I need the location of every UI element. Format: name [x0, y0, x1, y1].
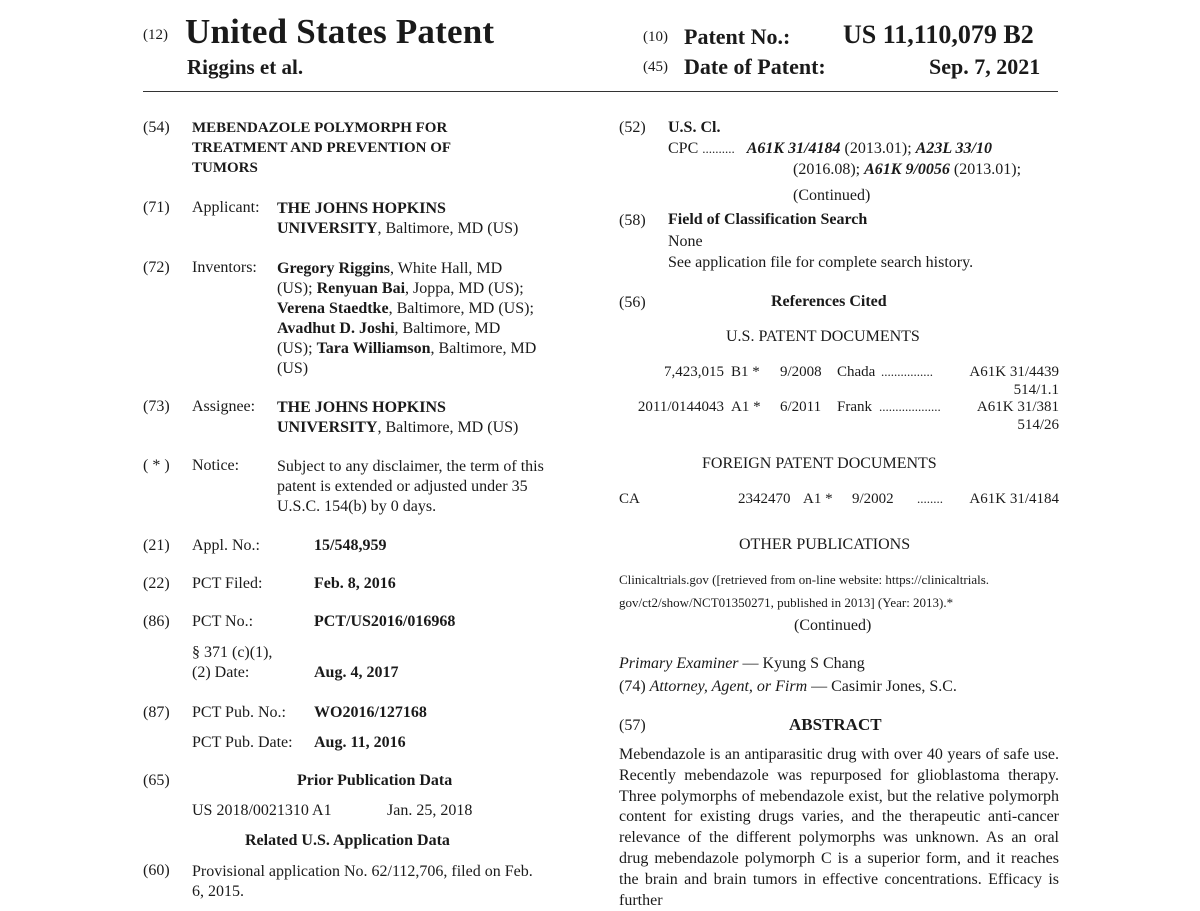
code-71: (71)	[143, 199, 170, 216]
cpc-date: (2013.01);	[840, 140, 916, 157]
code-21: (21)	[143, 537, 170, 554]
notice-line: Subject to any disclaimer, the term of this	[277, 458, 544, 475]
related-app-heading: Related U.S. Application Data	[245, 832, 450, 849]
doc-name: Frank	[837, 399, 872, 415]
pct-pub-date-value: Aug. 11, 2016	[314, 734, 406, 751]
inventor-location: , Baltimore, MD	[430, 340, 537, 357]
cpc-class: A61K 9/0056	[864, 161, 950, 178]
code-60: (60)	[143, 862, 170, 879]
provisional-app	[192, 862, 533, 902]
foreign-kind: A1 *	[803, 491, 833, 507]
pct-pub-no-label: PCT Pub. No.:	[192, 704, 286, 721]
code-58: (58)	[619, 212, 646, 229]
prior-pub-date: Jan. 25, 2018	[387, 802, 473, 819]
inventor-name: Renyuan Bai	[316, 280, 406, 297]
patent-no-label: Patent No.:	[684, 24, 791, 49]
inventors-label: Inventors:	[192, 259, 257, 276]
code-74: (74)	[619, 678, 646, 695]
notice-line: patent is extended or adjusted under 35	[277, 478, 528, 495]
assignee-name: THE JOHNS HOPKINS	[277, 399, 446, 416]
inventors-value	[277, 259, 536, 379]
patent-number: US 11,110,079 B2	[843, 20, 1034, 49]
inventor-name: Gregory Riggins	[277, 260, 391, 277]
leader-dots: ..........	[702, 141, 735, 156]
title-line: TREATMENT AND PREVENTION OF	[192, 140, 452, 156]
primary-examiner	[619, 655, 865, 673]
patent-date: Sep. 7, 2021	[929, 54, 1041, 79]
provisional-line: 6, 2015.	[192, 883, 244, 900]
section-371-date-label: (2) Date:	[192, 664, 250, 681]
foreign-country: CA	[619, 491, 640, 507]
section-371-date-value: Aug. 4, 2017	[314, 664, 399, 681]
inventor-location: (US);	[277, 340, 317, 357]
code-87: (87)	[143, 704, 170, 721]
cpc-line-1	[668, 140, 992, 158]
provisional-line: Provisional application No. 62/112,706, filed on Feb.	[192, 863, 533, 880]
code-73: (73)	[143, 398, 170, 415]
attorney-label: Attorney, Agent, or Firm	[649, 678, 808, 695]
inventor-location: , Baltimore, MD (US);	[388, 300, 534, 317]
doc-kind: B1 *	[731, 364, 760, 380]
code-12: (12)	[143, 27, 168, 43]
us-cl-label: U.S. Cl.	[668, 119, 721, 136]
code-45: (45)	[643, 59, 668, 75]
applicant-location: , Baltimore, MD (US)	[377, 220, 519, 237]
foreign-number: 2342470	[738, 491, 791, 507]
inventor-line: Riggins et al.	[187, 55, 304, 79]
code-22: (22)	[143, 575, 170, 592]
cpc-date: (2013.01);	[949, 161, 1022, 178]
cpc-continued: (Continued)	[793, 187, 871, 204]
code-notice: ( * )	[143, 457, 170, 474]
title-line: TUMORS	[192, 160, 258, 176]
invention-title	[192, 118, 451, 178]
document-title: United States Patent	[185, 12, 495, 51]
code-10: (10)	[643, 29, 668, 45]
doc-subclass: 514/26	[1017, 417, 1059, 433]
doc-number: 7,423,015	[664, 364, 724, 380]
title-line: MEBENDAZOLE POLYMORPH FOR	[192, 120, 448, 136]
code-86: (86)	[143, 613, 170, 630]
doc-date: 6/2011	[780, 399, 822, 415]
abstract-text: Mebendazole is an antiparasitic drug with over 40 years of safe use. Recently mebendazole was repurposed for glioblastoma therapy. Three polymorphs of mebendazole exist, but the relative polymorph content for existing drugs varies, and the therapeutic anti-cancer relevance of the different polymorphs was unknown. As an oral drug mebendazole polymorph C is a superior form, and it reaches the brain and brain tumors in effective concentrations. Efficacy is further	[619, 746, 1059, 909]
field-search-note: See application file for complete search history.	[668, 254, 974, 271]
code-56: (56)	[619, 294, 646, 311]
notice-text	[277, 457, 544, 517]
cpc-line-2	[793, 161, 1021, 179]
inventor-location: (US);	[277, 280, 317, 297]
inventor-name: Avadhut D. Joshi	[277, 320, 395, 337]
attorney-name: — Casimir Jones, S.C.	[807, 678, 957, 695]
pct-no-value: PCT/US2016/016968	[314, 613, 456, 630]
cpc-label: CPC	[668, 140, 699, 157]
foreign-docs-heading: FOREIGN PATENT DOCUMENTS	[702, 455, 937, 472]
pct-pub-no-value: WO2016/127168	[314, 704, 427, 721]
applicant-value	[277, 199, 518, 239]
inventor-location: (US)	[277, 360, 309, 377]
assignee-location: , Baltimore, MD (US)	[377, 419, 519, 436]
inventor-name: Verena Staedtke	[277, 300, 389, 317]
prior-pub-number: US 2018/0021310 A1	[192, 802, 332, 819]
other-pub-line: Clinicaltrials.gov ([retrieved from on-line website: https://clinicaltrials.	[619, 572, 990, 587]
inventor-location: , Joppa, MD (US);	[405, 280, 524, 297]
code-65: (65)	[143, 772, 170, 789]
assignee-label: Assignee:	[192, 398, 256, 415]
doc-class: A61K 31/381	[976, 399, 1059, 415]
doc-class: A61K 31/4439	[969, 364, 1059, 380]
leader-dots: ................	[881, 364, 933, 379]
doc-date: 9/2008	[780, 364, 822, 380]
doc-kind: A1 *	[731, 399, 761, 415]
us-docs-heading: U.S. PATENT DOCUMENTS	[726, 328, 920, 345]
code-52: (52)	[619, 119, 646, 136]
inventor-name: Tara Williamson	[316, 340, 431, 357]
doc-name: Chada	[837, 364, 876, 380]
examiner-label: Primary Examiner	[619, 655, 739, 672]
doc-subclass: 514/1.1	[1013, 382, 1059, 398]
prior-pub-heading: Prior Publication Data	[297, 772, 453, 789]
applicant-name: UNIVERSITY	[277, 220, 378, 237]
foreign-class: A61K 31/4184	[969, 491, 1059, 507]
leader-dots: ...................	[879, 399, 941, 414]
assignee-name: UNIVERSITY	[277, 419, 378, 436]
code-57: (57)	[619, 717, 646, 734]
assignee-value	[277, 398, 518, 438]
doc-number: 2011/0144043	[637, 399, 724, 415]
section-371-label: § 371 (c)(1),	[192, 644, 273, 661]
field-search-none: None	[668, 233, 703, 250]
pct-no-label: PCT No.:	[192, 613, 254, 630]
abstract-heading: ABSTRACT	[789, 715, 882, 734]
inventor-location: , Baltimore, MD	[394, 320, 501, 337]
notice-line: U.S.C. 154(b) by 0 days.	[277, 498, 437, 515]
attorney	[619, 678, 957, 696]
leader-dots: ........	[917, 491, 943, 506]
appl-no-label: Appl. No.:	[192, 537, 260, 554]
other-pub-line: gov/ct2/show/NCT01350271, published in 2013] (Year: 2013).*	[619, 595, 954, 610]
header-divider	[143, 91, 1058, 92]
applicant-label: Applicant:	[192, 199, 260, 216]
foreign-date: 9/2002	[852, 491, 894, 507]
date-label: Date of Patent:	[684, 54, 826, 79]
appl-no-value: 15/548,959	[314, 537, 387, 554]
other-pubs-heading: OTHER PUBLICATIONS	[739, 536, 911, 553]
notice-label: Notice:	[192, 457, 240, 474]
cpc-class: A61K 31/4184	[746, 140, 841, 157]
inventor-location: , White Hall, MD	[390, 260, 503, 277]
other-pubs-continued: (Continued)	[794, 617, 872, 634]
code-72: (72)	[143, 259, 170, 276]
pct-pub-date-label: PCT Pub. Date:	[192, 734, 293, 751]
code-54: (54)	[143, 119, 170, 136]
applicant-name: THE JOHNS HOPKINS	[277, 200, 446, 217]
pct-filed-label: PCT Filed:	[192, 575, 263, 592]
field-search-label: Field of Classification Search	[668, 211, 868, 228]
pct-filed-value: Feb. 8, 2016	[314, 575, 396, 592]
references-heading: References Cited	[771, 293, 887, 310]
cpc-date: (2016.08);	[793, 161, 865, 178]
examiner-name: — Kyung S Chang	[738, 655, 865, 672]
cpc-class: A23L 33/10	[915, 140, 992, 157]
